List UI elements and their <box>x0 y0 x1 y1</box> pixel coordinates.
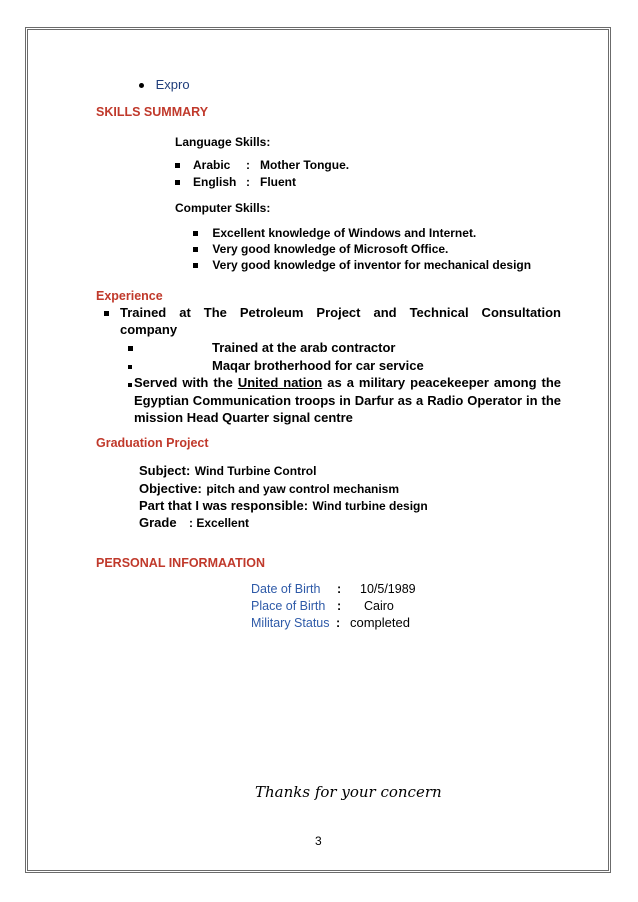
objective-row <box>139 480 399 498</box>
personal-label: Place of Birth <box>251 599 326 613</box>
objective-value: pitch and yaw control mechanism <box>206 482 400 496</box>
experience-item-line: Trained at The Petroleum Project and Technical Consultation <box>120 305 561 320</box>
experience-text: as a military peacekeeper among the <box>327 375 562 390</box>
personal-value: Cairo <box>364 599 394 613</box>
personal-sep: : <box>337 599 342 613</box>
square-bullet-icon <box>128 365 132 369</box>
square-bullet-icon <box>175 163 180 168</box>
part-row <box>139 497 428 515</box>
experience-item-line: company <box>120 322 178 337</box>
graduation-heading: Graduation Project <box>96 436 209 450</box>
square-bullet-icon <box>128 383 132 387</box>
square-bullet-icon <box>128 346 133 351</box>
computer-skill-item <box>193 258 531 272</box>
square-bullet-icon <box>175 180 180 185</box>
personal-value: 10/5/1989 <box>360 582 416 596</box>
experience-item: Trained at the arab contractor <box>212 340 396 355</box>
experience-text: Served with the <box>134 375 233 390</box>
subject-label: Subject: <box>139 463 191 478</box>
part-label: Part that I was responsible: <box>139 498 309 513</box>
language-skills-title: Language Skills: <box>175 135 271 149</box>
computer-skill-item <box>193 226 476 240</box>
computer-skill-text: Excellent knowledge of Windows and Internet. <box>212 226 477 240</box>
grade-row <box>139 514 249 532</box>
grade-value: : Excellent <box>189 516 250 530</box>
part-value: Wind turbine design <box>312 499 428 513</box>
language-level: Mother Tongue. <box>260 158 350 172</box>
experience-heading: Experience <box>96 289 163 303</box>
page-border <box>25 27 611 873</box>
computer-skill-text: Very good knowledge of inventor for mechanical design <box>212 258 532 272</box>
united-nation-link: United nation <box>237 375 323 390</box>
language-name: English <box>193 175 237 189</box>
language-name: Arabic <box>193 158 231 172</box>
experience-bullet <box>128 358 132 376</box>
personal-heading: PERSONAL INFORMAATION <box>96 556 265 570</box>
language-sep: : <box>246 158 250 172</box>
personal-sep: : <box>336 616 341 630</box>
experience-item: Maqar brotherhood for car service <box>212 358 424 373</box>
language-row <box>175 175 180 189</box>
subject-value: Wind Turbine Control <box>194 464 317 478</box>
bullet-dot-icon <box>139 83 144 88</box>
experience-bullet <box>128 340 133 358</box>
experience-bullet <box>104 305 109 323</box>
page-number: 3 <box>315 834 322 848</box>
expro-item <box>139 77 190 92</box>
computer-skills-title: Computer Skills: <box>175 201 271 215</box>
language-level: Fluent <box>260 175 296 189</box>
language-sep: : <box>246 175 250 189</box>
experience-item-line: mission Head Quarter signal centre <box>134 410 353 425</box>
experience-item-line <box>134 374 561 392</box>
square-bullet-icon <box>193 263 198 268</box>
thanks-text: Thanks for your concern <box>255 783 442 801</box>
experience-bullet <box>128 376 132 394</box>
square-bullet-icon <box>104 311 109 316</box>
personal-label: Date of Birth <box>251 582 321 596</box>
language-row <box>175 158 180 172</box>
experience-item-line: Egyptian Communication troops in Darfur as a Radio Operator in the <box>134 393 561 408</box>
objective-label: Objective: <box>139 481 202 496</box>
square-bullet-icon <box>193 231 198 236</box>
personal-sep: : <box>337 582 342 596</box>
computer-skill-text: Very good knowledge of Microsoft Office. <box>212 242 449 256</box>
skills-heading: SKILLS SUMMARY <box>96 105 209 119</box>
personal-value: completed <box>350 615 410 630</box>
expro-label: Expro <box>155 77 190 92</box>
grade-label: Grade <box>139 515 177 530</box>
subject-row <box>139 462 316 480</box>
computer-skill-item <box>193 242 448 256</box>
personal-label: Military Status <box>251 616 330 630</box>
square-bullet-icon <box>193 247 198 252</box>
